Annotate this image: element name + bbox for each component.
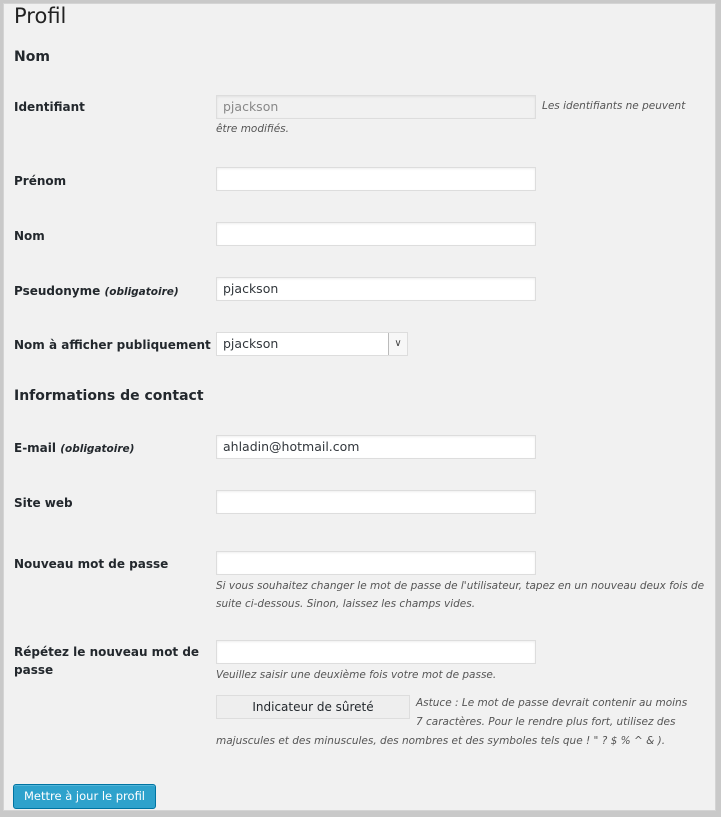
new-password-input[interactable] [216,551,536,575]
username-input[interactable]: pjackson [216,95,536,119]
strength-hint-line1: Astuce : Le mot de passe devrait contenir au moins [416,697,688,709]
username-note: Les identifiants ne peuvent [542,100,686,112]
last-name-label: Nom [14,229,45,243]
strength-hint-line3: majuscules et des minuscules, des nombres et des symboles tels que ! " ? $ % ^ & ). [216,735,666,747]
display-name-selected: pjackson [223,336,279,351]
nickname-label-text: Pseudonyme [14,284,101,298]
strength-hint-line2: 7 caractères. Pour le rendre plus fort, utilisez des [416,716,676,728]
new-password-label: Nouveau mot de passe [14,557,169,571]
username-label: Identifiant [14,100,85,114]
repeat-password-label-line2: passe [14,663,54,677]
chevron-down-icon[interactable]: ∨ [388,333,407,355]
first-name-input[interactable] [216,167,536,191]
update-profile-button[interactable]: Mettre à jour le profil [13,784,156,809]
password-strength-indicator: Indicateur de sûreté [216,695,410,719]
last-name-input[interactable] [216,222,536,246]
display-name-label: Nom à afficher publiquement [14,338,211,352]
repeat-password-note: Veuillez saisir une deuxième fois votre mot de passe. [216,669,497,681]
display-name-select[interactable] [216,332,408,356]
new-password-note-line2: suite ci-dessous. Sinon, laissez les champs vides. [216,598,476,610]
username-note-wrap: être modifiés. [216,123,289,135]
website-input[interactable] [216,490,536,514]
email-label [14,439,134,458]
email-input[interactable]: ahladin@hotmail.com [216,435,536,459]
email-required-note: (obligatoire) [60,443,135,455]
profile-panel [3,3,716,811]
website-label: Site web [14,496,73,510]
page-title: Profil [14,4,67,28]
email-label-text: E-mail [14,441,57,455]
repeat-password-label-line1: Répétez le nouveau mot de [14,645,200,659]
nickname-input[interactable]: pjackson [216,277,536,301]
repeat-password-input[interactable] [216,640,536,664]
first-name-label: Prénom [14,174,67,188]
nickname-label [14,282,179,301]
section-heading-contact: Informations de contact [14,388,204,404]
new-password-note-line1: Si vous souhaitez changer le mot de passe de l'utilisateur, tapez en un nouveau deux fois de [216,580,705,592]
nickname-required-note: (obligatoire) [104,286,179,298]
section-heading-name: Nom [14,49,50,65]
